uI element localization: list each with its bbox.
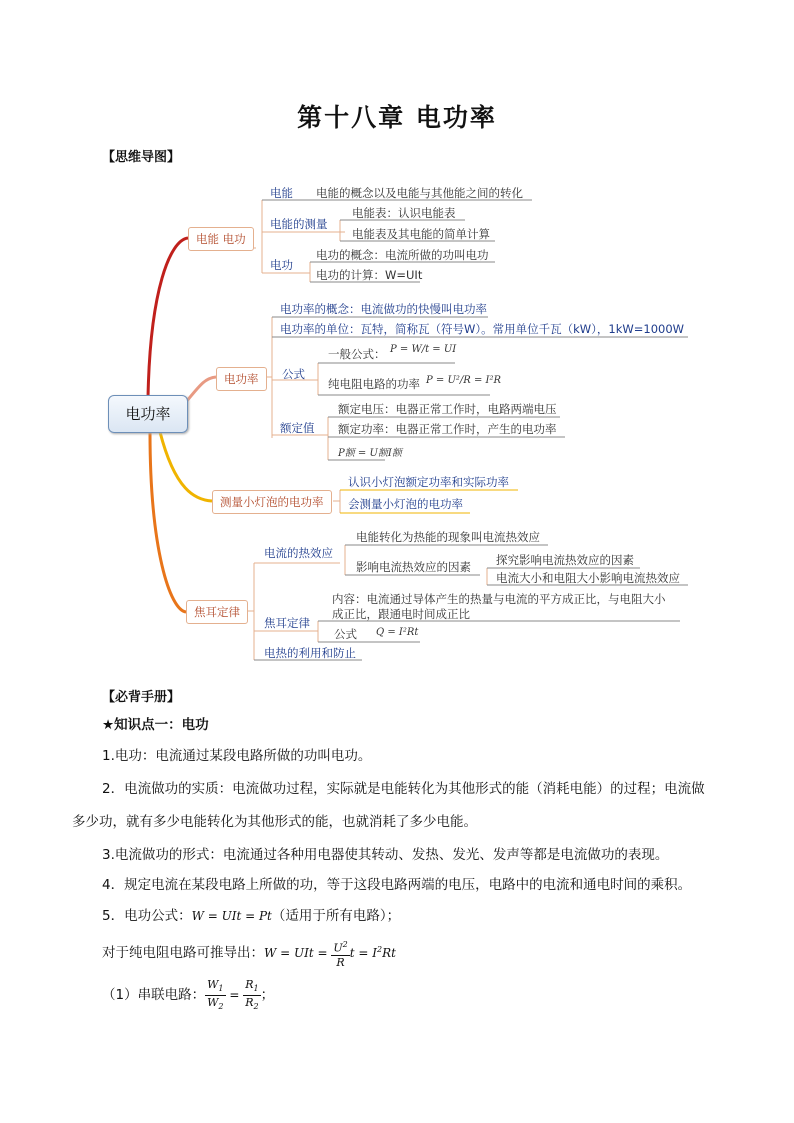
- work-formula: W = UIt = Pt: [191, 909, 272, 923]
- pure-resistance-formula: P = U²/R = I²R: [426, 375, 502, 386]
- paragraph-5-lead: 5．电功公式：: [102, 908, 192, 924]
- notes-heading: 【必背手册】: [102, 690, 181, 705]
- node-diangong-2: 电功的计算：W=UIt: [316, 268, 423, 282]
- page-title: 第十八章 电功率: [297, 103, 497, 132]
- node-celiang-1: 电能表：认识电能表: [352, 206, 456, 220]
- paragraph-2a: 2．电流做功的实质：电流做功过程，实际就是电能转化为其他形式的能（消耗电能）的过程；电流做: [102, 781, 705, 797]
- paragraph-2b: 多少功，就有多少电能转化为其他形式的能，也就消耗了多少电能。: [72, 814, 477, 830]
- node-heat-1: 电能转化为热能的现象叫电流热效应: [356, 530, 540, 544]
- node-law-content-1: 内容：电流通过导体产生的热量与电流的平方成正比，与电阻大小: [332, 592, 666, 606]
- node-bulb-2: 会测量小灯泡的电功率: [348, 497, 463, 511]
- node-rated-voltage: 额定电压：电器正常工作时，电路两端电压: [338, 402, 557, 416]
- paragraph-3: 3.电流做功的形式：电流通过各种用电器使其转动、发热、发光、发声等都是电流做功的表现。: [102, 847, 669, 863]
- branch-joule-law: 焦耳定律: [186, 600, 248, 624]
- node-diangong-1: 电功的概念：电流所做的功叫电功: [316, 248, 489, 262]
- law-formula-expression: Q = I²Rt: [376, 627, 419, 638]
- knowledge-point-1: ★知识点一：电功: [102, 717, 209, 733]
- node-heat-effect: 电流的热效应: [264, 546, 333, 560]
- node-law-content-2: 成正比，跟通电时间成正比: [332, 607, 470, 621]
- series-ratio-formula: $\frac{W_1}{W_2}$ = $\frac{R_1}{R_2}$: [207, 978, 259, 1012]
- node-heat-2: 影响电流热效应的因素: [356, 560, 471, 574]
- paragraph-7-lead: （1）串联电路：: [102, 987, 206, 1004]
- node-heat-use: 电热的利用和防止: [264, 646, 356, 660]
- mindmap-heading: 【思维导图】: [102, 150, 181, 165]
- node-dianneng-desc: 电能的概念以及电能与其他能之间的转化: [316, 186, 523, 200]
- node-joule-law: 焦耳定律: [264, 616, 310, 630]
- mindmap-root: 电功率: [108, 395, 188, 433]
- node-formula: 公式: [282, 367, 305, 381]
- paragraph-5-tail: （适用于所有电路）；: [271, 908, 401, 924]
- node-power-unit: 电功率的单位：瓦特，简称瓦（符号W）。常用单位千瓦（kW），1kW=1000W: [280, 322, 685, 336]
- paragraph-7: [102, 978, 274, 1013]
- paragraph-5: [102, 904, 400, 928]
- paragraph-6-lead: 对于纯电阻电路可推导出：: [102, 945, 264, 961]
- mind-map: [0, 170, 794, 670]
- general-formula-expression: P = W/t = UI: [390, 344, 457, 355]
- paragraph-7-tail: ；: [260, 987, 275, 1004]
- node-general-formula: 一般公式：: [328, 347, 386, 361]
- node-celiang-2: 电能表及其电能的简单计算: [352, 227, 490, 241]
- node-pure-resistance: 纯电阻电路的功率: [328, 377, 420, 391]
- node-law-formula: 公式: [334, 627, 357, 641]
- node-rated-power: 额定功率：电器正常工作时，产生的电功率: [338, 422, 557, 436]
- node-rated: 额定值: [280, 421, 315, 435]
- node-heat-2a: 探究影响电流热效应的因素: [496, 553, 634, 567]
- paragraph-1: 1.电功：电流通过某段电路所做的功叫电功。: [102, 748, 372, 764]
- pure-work-formula: W = UIt = $\frac{U^2}{R}$ $t = I^2Rt$: [264, 940, 396, 969]
- paragraph-4: 4．规定电流在某段电路上所做的功，等于这段电路两端的电压，电路中的电流和通电时间的乘积。: [102, 877, 692, 893]
- branch-measure-bulb: 测量小灯泡的电功率: [212, 490, 332, 514]
- node-heat-2b: 电流大小和电阻大小影响电流热效应: [496, 571, 680, 585]
- node-power-concept: 电功率的概念：电流做功的快慢叫电功率: [280, 302, 487, 316]
- rated-formula: P额 = U额I额: [338, 448, 402, 459]
- node-celiang: 电能的测量: [270, 217, 328, 231]
- branch-electric-energy: 电能 电功: [188, 227, 254, 251]
- node-bulb-1: 认识小灯泡额定功率和实际功率: [348, 475, 509, 489]
- node-dianneng: 电能: [270, 186, 293, 200]
- node-diangong: 电功: [270, 258, 293, 272]
- branch-electric-power: 电功率: [216, 367, 267, 391]
- paragraph-6: [102, 938, 396, 969]
